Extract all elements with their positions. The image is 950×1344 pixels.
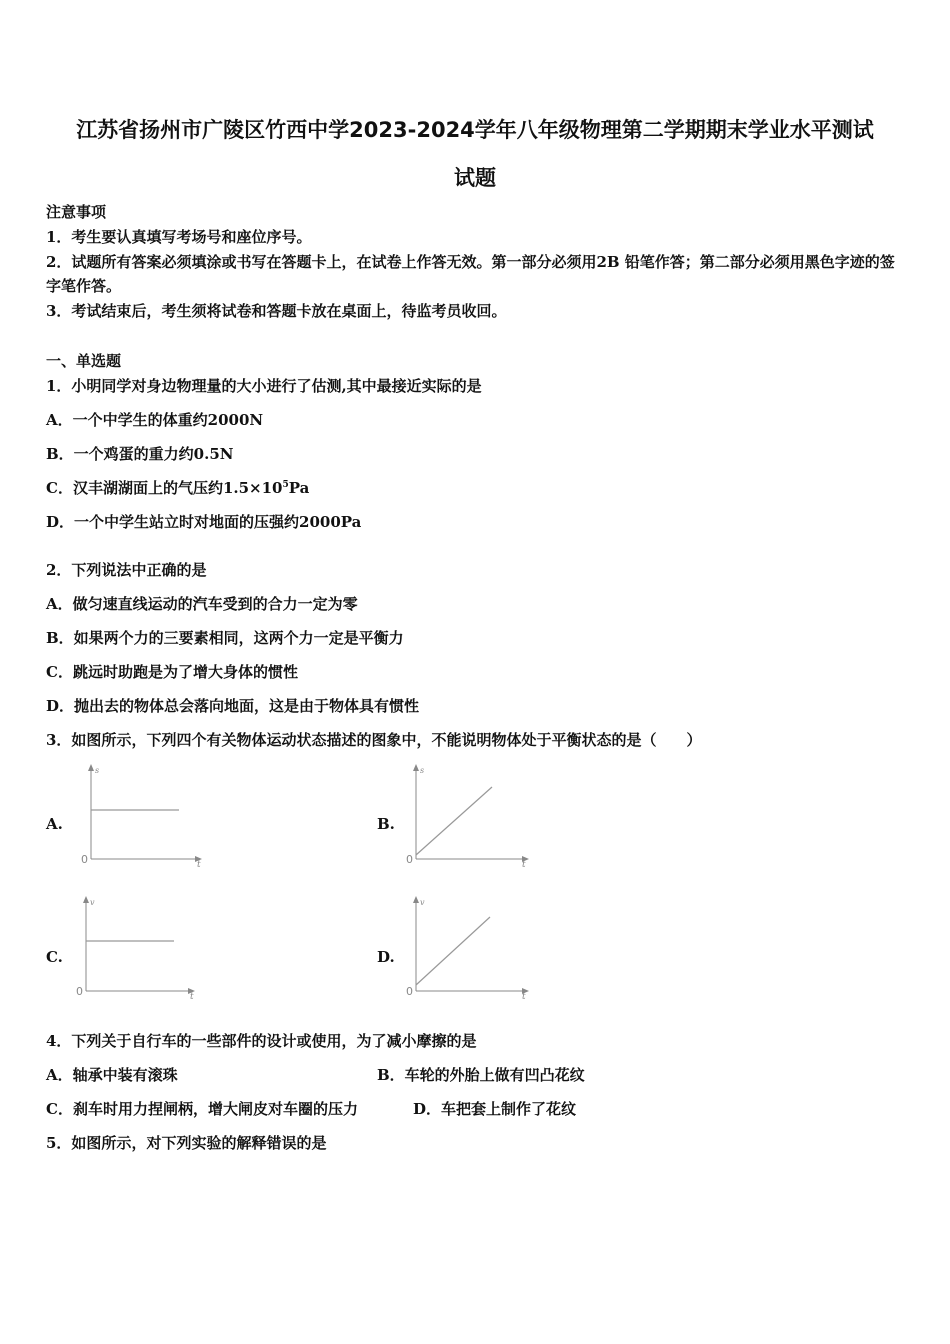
q2-option-c: C．跳远时助跑是为了增大身体的惯性 xyxy=(46,663,298,681)
q3-graph-c xyxy=(70,895,230,1005)
q3-graph-a xyxy=(75,763,235,873)
graph-a-x-axis-label: t xyxy=(197,860,201,870)
q4-option-a: A．轴承中装有滚珠 xyxy=(46,1066,178,1084)
q2-option-b: B．如果两个力的三要素相同，这两个力一定是平衡力 xyxy=(46,629,404,647)
q1-option-a: A．一个中学生的体重约2000N xyxy=(46,411,264,429)
q2-stem: 2．下列说法中正确的是 xyxy=(46,561,207,579)
q4-option-c: C．刹车时用力捏闸柄，增大闸皮对车圈的压力 xyxy=(46,1100,358,1118)
notice-item-2: 2．试题所有答案必须填涂或书写在答题卡上，在试卷上作答无效。第一部分必须用2B 铅笔作答；第二部分必须用黑色字迹的签字笔作答。 xyxy=(46,253,895,295)
graph-d-x-axis-label: t xyxy=(522,992,526,1002)
graph-d-y-axis-label: v xyxy=(420,898,425,907)
q3-option-b-label: B. xyxy=(377,815,395,833)
graph-b-origin: 0 xyxy=(406,853,413,866)
vt-graph-rising xyxy=(400,895,530,1005)
q1-option-d: D．一个中学生站立时对地面的压强约2000Pa xyxy=(46,513,362,531)
graph-c-origin: 0 xyxy=(76,985,83,998)
q1-option-b: B．一个鸡蛋的重力约0.5N xyxy=(46,445,234,463)
q1-option-c-exponent: 5 xyxy=(282,480,289,490)
q1-option-c-text: C．汉丰湖湖面上的气压约1.5×10 xyxy=(46,479,283,497)
section-heading: 一、单选题 xyxy=(46,352,122,370)
notice-heading: 注意事项 xyxy=(46,203,107,221)
q1-stem: 1．小明同学对身边物理量的大小进行了估测,其中最接近实际的是 xyxy=(46,377,482,395)
q2-option-d: D．抛出去的物体总会落向地面，这是由于物体具有惯性 xyxy=(46,697,420,715)
q3-graph-d xyxy=(400,895,560,1005)
vt-graph-horizontal xyxy=(70,895,200,1005)
q1-option-c xyxy=(46,478,309,498)
q2-option-a: A．做匀速直线运动的汽车受到的合力一定为零 xyxy=(46,595,358,613)
graph-c-x-axis-label: t xyxy=(190,992,194,1002)
q3-stem: 3．如图所示，下列四个有关物体运动状态描述的图象中，不能说明物体处于平衡状态的是（ ） xyxy=(46,731,702,749)
graph-c-y-axis-label: v xyxy=(90,898,95,907)
graph-a-origin: 0 xyxy=(81,853,88,866)
page-title: 江苏省扬州市广陵区竹西中学2023-2024学年八年级物理第二学期期末学业水平测试 xyxy=(76,118,874,142)
q3-graph-b xyxy=(400,763,560,873)
q5-stem: 5．如图所示，对下列实验的解释错误的是 xyxy=(46,1134,327,1152)
graph-d-origin: 0 xyxy=(406,985,413,998)
q4-stem: 4．下列关于自行车的一些部件的设计或使用，为了减小摩擦的是 xyxy=(46,1032,477,1050)
notice-item-3: 3．考试结束后，考生须将试卷和答题卡放在桌面上，待监考员收回。 xyxy=(46,302,507,320)
q3-option-c-label: C. xyxy=(46,948,63,966)
q4-option-d: D．车把套上制作了花纹 xyxy=(413,1100,577,1118)
q4-option-b: B．车轮的外胎上做有凹凸花纹 xyxy=(377,1066,585,1084)
st-graph-rising xyxy=(400,763,530,873)
q3-option-d-label: D. xyxy=(377,948,395,966)
q3-option-a-label: A. xyxy=(46,815,63,833)
graph-b-y-axis-label: s xyxy=(420,766,425,775)
notice-item-1: 1．考生要认真填写考场号和座位序号。 xyxy=(46,228,312,246)
graph-b-x-axis-label: t xyxy=(522,860,526,870)
graph-a-y-axis-label: s xyxy=(95,766,100,775)
page-title-continued: 试题 xyxy=(454,166,496,190)
st-graph-horizontal xyxy=(75,763,201,873)
q1-option-c-unit: Pa xyxy=(288,479,310,497)
